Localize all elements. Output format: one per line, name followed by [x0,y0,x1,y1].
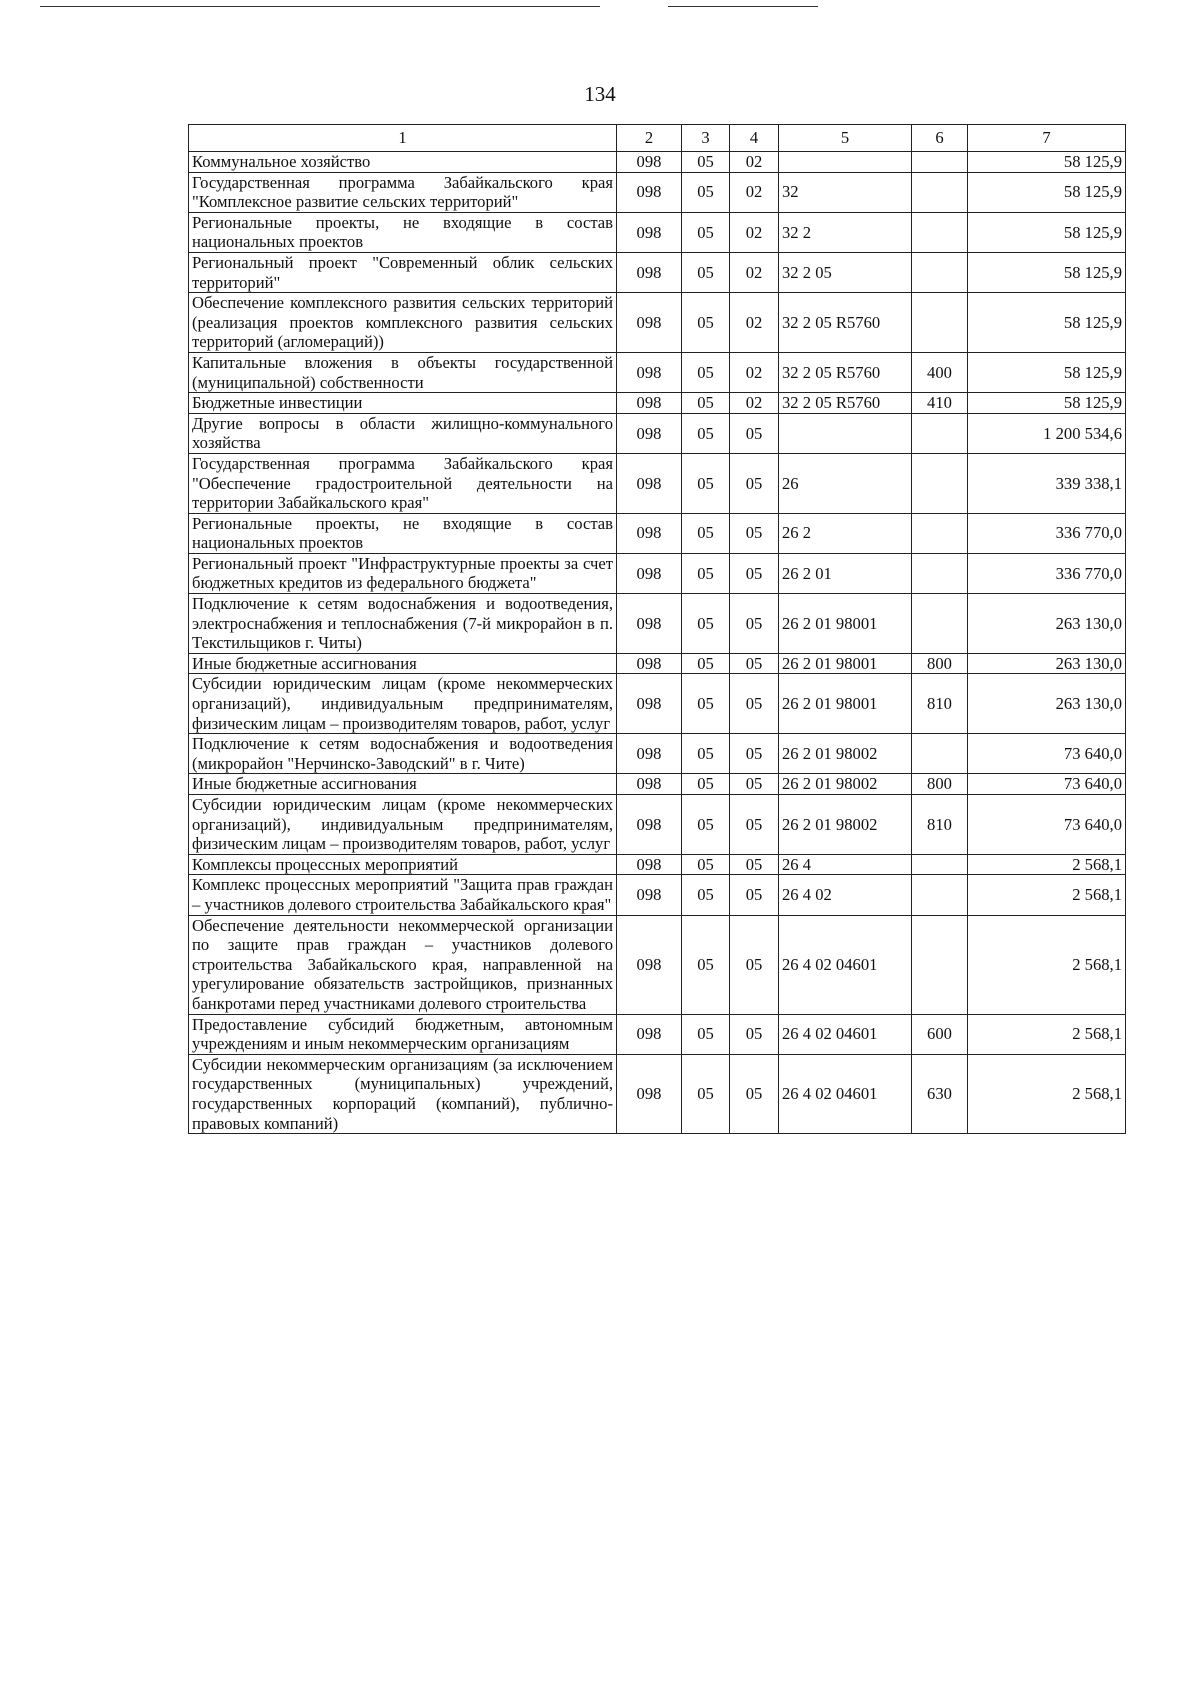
row-section: 05 [682,252,730,292]
row-section: 05 [682,352,730,392]
row-expense-type [912,553,968,593]
row-amount: 58 125,9 [968,252,1126,292]
row-ministry: 098 [617,212,682,252]
row-expense-type: 810 [912,674,968,734]
row-target-article: 26 2 01 98002 [779,774,912,795]
row-name: Региональные проекты, не входящие в состав национальных проектов [189,513,617,553]
row-subsection: 02 [730,393,779,414]
row-amount: 73 640,0 [968,774,1126,795]
row-amount: 339 338,1 [968,453,1126,513]
row-target-article: 32 2 05 R5760 [779,393,912,414]
row-section: 05 [682,774,730,795]
row-target-article: 26 4 02 04601 [779,915,912,1014]
row-name: Подключение к сетям водоснабжения и водоотведения, электроснабжения и теплоснабжения (7-й микрорайон в п. Текстильщиков г. Читы) [189,594,617,654]
table-row [189,453,1126,513]
header-col-2: 2 [617,125,682,152]
row-ministry: 098 [617,594,682,654]
row-name: Обеспечение деятельности некоммерческой организации по защите прав граждан – участников долевого строительства Забайкальского края, направленной на урегулирование обязательств застройщиков, признанных банкротами перед участниками долевого строительства [189,915,617,1014]
row-section: 05 [682,1014,730,1054]
row-expense-type [912,594,968,654]
row-amount: 73 640,0 [968,734,1126,774]
row-subsection: 02 [730,352,779,392]
row-amount: 2 568,1 [968,854,1126,875]
row-name: Бюджетные инвестиции [189,393,617,414]
row-amount: 336 770,0 [968,553,1126,593]
row-expense-type [912,915,968,1014]
table-row [189,1054,1126,1133]
row-name: Государственная программа Забайкальского края "Обеспечение градостроительной деятельности на территории Забайкальского края" [189,453,617,513]
row-name: Субсидии юридическим лицам (кроме некоммерческих организаций), индивидуальным предпринимателям, физическим лицам – производителям товаров, работ, услуг [189,795,617,855]
row-subsection: 02 [730,293,779,353]
page-number: 134 [584,82,616,106]
table-row [189,875,1126,915]
row-name: Субсидии некоммерческим организациям (за исключением государственных (муниципальных) учреждений, государственных корпораций (компаний), публично-правовых компаний) [189,1054,617,1133]
row-section: 05 [682,674,730,734]
row-name: Региональные проекты, не входящие в состав национальных проектов [189,212,617,252]
row-section: 05 [682,293,730,353]
row-target-article: 32 [779,172,912,212]
table-row [189,795,1126,855]
row-amount: 263 130,0 [968,674,1126,734]
row-expense-type [912,734,968,774]
row-subsection: 05 [730,513,779,553]
row-target-article: 26 4 02 [779,875,912,915]
row-expense-type [912,513,968,553]
row-name: Государственная программа Забайкальского края "Комплексное развитие сельских территорий" [189,172,617,212]
row-target-article: 32 2 05 R5760 [779,352,912,392]
table-row [189,674,1126,734]
row-section: 05 [682,653,730,674]
row-subsection: 05 [730,674,779,734]
table-row [189,1014,1126,1054]
budget-table [188,124,1126,1134]
row-name: Другие вопросы в области жилищно-коммунального хозяйства [189,413,617,453]
row-section: 05 [682,795,730,855]
row-expense-type: 800 [912,653,968,674]
row-amount: 2 568,1 [968,875,1126,915]
header-col-1: 1 [189,125,617,152]
row-amount: 263 130,0 [968,653,1126,674]
table-row [189,553,1126,593]
row-ministry: 098 [617,513,682,553]
header-col-4: 4 [730,125,779,152]
row-section: 05 [682,453,730,513]
row-name: Региональный проект "Инфраструктурные проекты за счет бюджетных кредитов из федерального бюджета" [189,553,617,593]
row-target-article: 26 2 01 98001 [779,674,912,734]
row-target-article: 26 2 01 98001 [779,653,912,674]
row-section: 05 [682,152,730,173]
row-expense-type: 600 [912,1014,968,1054]
row-name: Иные бюджетные ассигнования [189,653,617,674]
row-section: 05 [682,594,730,654]
row-name: Иные бюджетные ассигнования [189,774,617,795]
row-target-article: 26 4 02 04601 [779,1054,912,1133]
row-subsection: 05 [730,734,779,774]
row-ministry: 098 [617,172,682,212]
row-target-article: 26 2 01 98001 [779,594,912,654]
row-ministry: 098 [617,795,682,855]
row-subsection: 02 [730,172,779,212]
row-expense-type [912,152,968,173]
table-row [189,352,1126,392]
row-ministry: 098 [617,1014,682,1054]
row-expense-type [912,854,968,875]
row-section: 05 [682,553,730,593]
row-ministry: 098 [617,293,682,353]
row-section: 05 [682,875,730,915]
row-subsection: 05 [730,854,779,875]
row-amount: 58 125,9 [968,352,1126,392]
row-section: 05 [682,413,730,453]
table-row [189,393,1126,414]
row-ministry: 098 [617,453,682,513]
row-expense-type [912,293,968,353]
row-name: Подключение к сетям водоснабжения и водоотведения (микрорайон "Нерчинско-Заводский" в г. Чите) [189,734,617,774]
row-amount: 73 640,0 [968,795,1126,855]
top-rule-right [668,6,818,7]
row-ministry: 098 [617,252,682,292]
row-name: Комплекс процессных мероприятий "Защита прав граждан – участников долевого строительства Забайкальского края" [189,875,617,915]
row-expense-type: 810 [912,795,968,855]
row-target-article: 26 2 [779,513,912,553]
row-subsection: 05 [730,553,779,593]
row-expense-type: 400 [912,352,968,392]
row-amount: 58 125,9 [968,212,1126,252]
row-ministry: 098 [617,674,682,734]
row-amount: 58 125,9 [968,152,1126,173]
row-amount: 1 200 534,6 [968,413,1126,453]
header-col-5: 5 [779,125,912,152]
row-ministry: 098 [617,734,682,774]
row-target-article: 32 2 05 R5760 [779,293,912,353]
row-name: Коммунальное хозяйство [189,152,617,173]
row-subsection: 05 [730,594,779,654]
row-expense-type [912,413,968,453]
table-row [189,152,1126,173]
row-name: Обеспечение комплексного развития сельских территорий (реализация проектов комплексного развития сельских территорий (агломераций)) [189,293,617,353]
table-row [189,413,1126,453]
row-section: 05 [682,513,730,553]
row-target-article: 26 2 01 98002 [779,795,912,855]
row-expense-type [912,252,968,292]
row-ministry: 098 [617,653,682,674]
row-section: 05 [682,172,730,212]
row-subsection: 05 [730,413,779,453]
row-target-article: 32 2 [779,212,912,252]
table-row [189,594,1126,654]
table-row [189,915,1126,1014]
table-row [189,854,1126,875]
row-amount: 58 125,9 [968,172,1126,212]
row-expense-type: 630 [912,1054,968,1133]
table-row [189,293,1126,353]
row-ministry: 098 [617,393,682,414]
row-subsection: 05 [730,653,779,674]
row-target-article: 26 2 01 98002 [779,734,912,774]
row-amount: 58 125,9 [968,293,1126,353]
row-target-article [779,413,912,453]
row-section: 05 [682,915,730,1014]
row-section: 05 [682,734,730,774]
row-ministry: 098 [617,352,682,392]
table-row [189,212,1126,252]
row-subsection: 02 [730,212,779,252]
row-expense-type [912,875,968,915]
row-name: Предоставление субсидий бюджетным, автономным учреждениям и иным некоммерческим организациям [189,1014,617,1054]
row-target-article: 32 2 05 [779,252,912,292]
row-ministry: 098 [617,915,682,1014]
row-section: 05 [682,393,730,414]
row-ministry: 098 [617,413,682,453]
row-target-article: 26 [779,453,912,513]
row-amount: 2 568,1 [968,1054,1126,1133]
top-rule-left [40,6,600,7]
row-amount: 2 568,1 [968,915,1126,1014]
row-subsection: 05 [730,1014,779,1054]
row-subsection: 02 [730,252,779,292]
row-ministry: 098 [617,553,682,593]
row-amount: 58 125,9 [968,393,1126,414]
row-expense-type [912,212,968,252]
table-body [189,152,1126,1134]
row-target-article: 26 2 01 [779,553,912,593]
row-section: 05 [682,854,730,875]
row-ministry: 098 [617,774,682,795]
row-subsection: 05 [730,875,779,915]
header-col-6: 6 [912,125,968,152]
header-col-3: 3 [682,125,730,152]
row-name: Субсидии юридическим лицам (кроме некоммерческих организаций), индивидуальным предпринимателям, физическим лицам – производителям товаров, работ, услуг [189,674,617,734]
row-name: Капитальные вложения в объекты государственной (муниципальной) собственности [189,352,617,392]
row-expense-type: 800 [912,774,968,795]
row-section: 05 [682,1054,730,1133]
table-row [189,252,1126,292]
row-target-article [779,152,912,173]
row-amount: 336 770,0 [968,513,1126,553]
row-subsection: 05 [730,795,779,855]
table-row [189,734,1126,774]
row-amount: 263 130,0 [968,594,1126,654]
table-header-row [189,125,1126,152]
row-expense-type [912,172,968,212]
table-row [189,774,1126,795]
row-subsection: 05 [730,1054,779,1133]
row-section: 05 [682,212,730,252]
header-col-7: 7 [968,125,1126,152]
row-expense-type: 410 [912,393,968,414]
row-amount: 2 568,1 [968,1014,1126,1054]
row-subsection: 05 [730,915,779,1014]
row-expense-type [912,453,968,513]
row-subsection: 02 [730,152,779,173]
row-target-article: 26 4 [779,854,912,875]
row-ministry: 098 [617,1054,682,1133]
row-subsection: 05 [730,453,779,513]
table-row [189,513,1126,553]
table-row [189,172,1126,212]
table-row [189,653,1126,674]
row-ministry: 098 [617,875,682,915]
row-name: Региональный проект "Современный облик сельских территорий" [189,252,617,292]
row-target-article: 26 4 02 04601 [779,1014,912,1054]
row-ministry: 098 [617,854,682,875]
row-ministry: 098 [617,152,682,173]
row-name: Комплексы процессных мероприятий [189,854,617,875]
row-subsection: 05 [730,774,779,795]
